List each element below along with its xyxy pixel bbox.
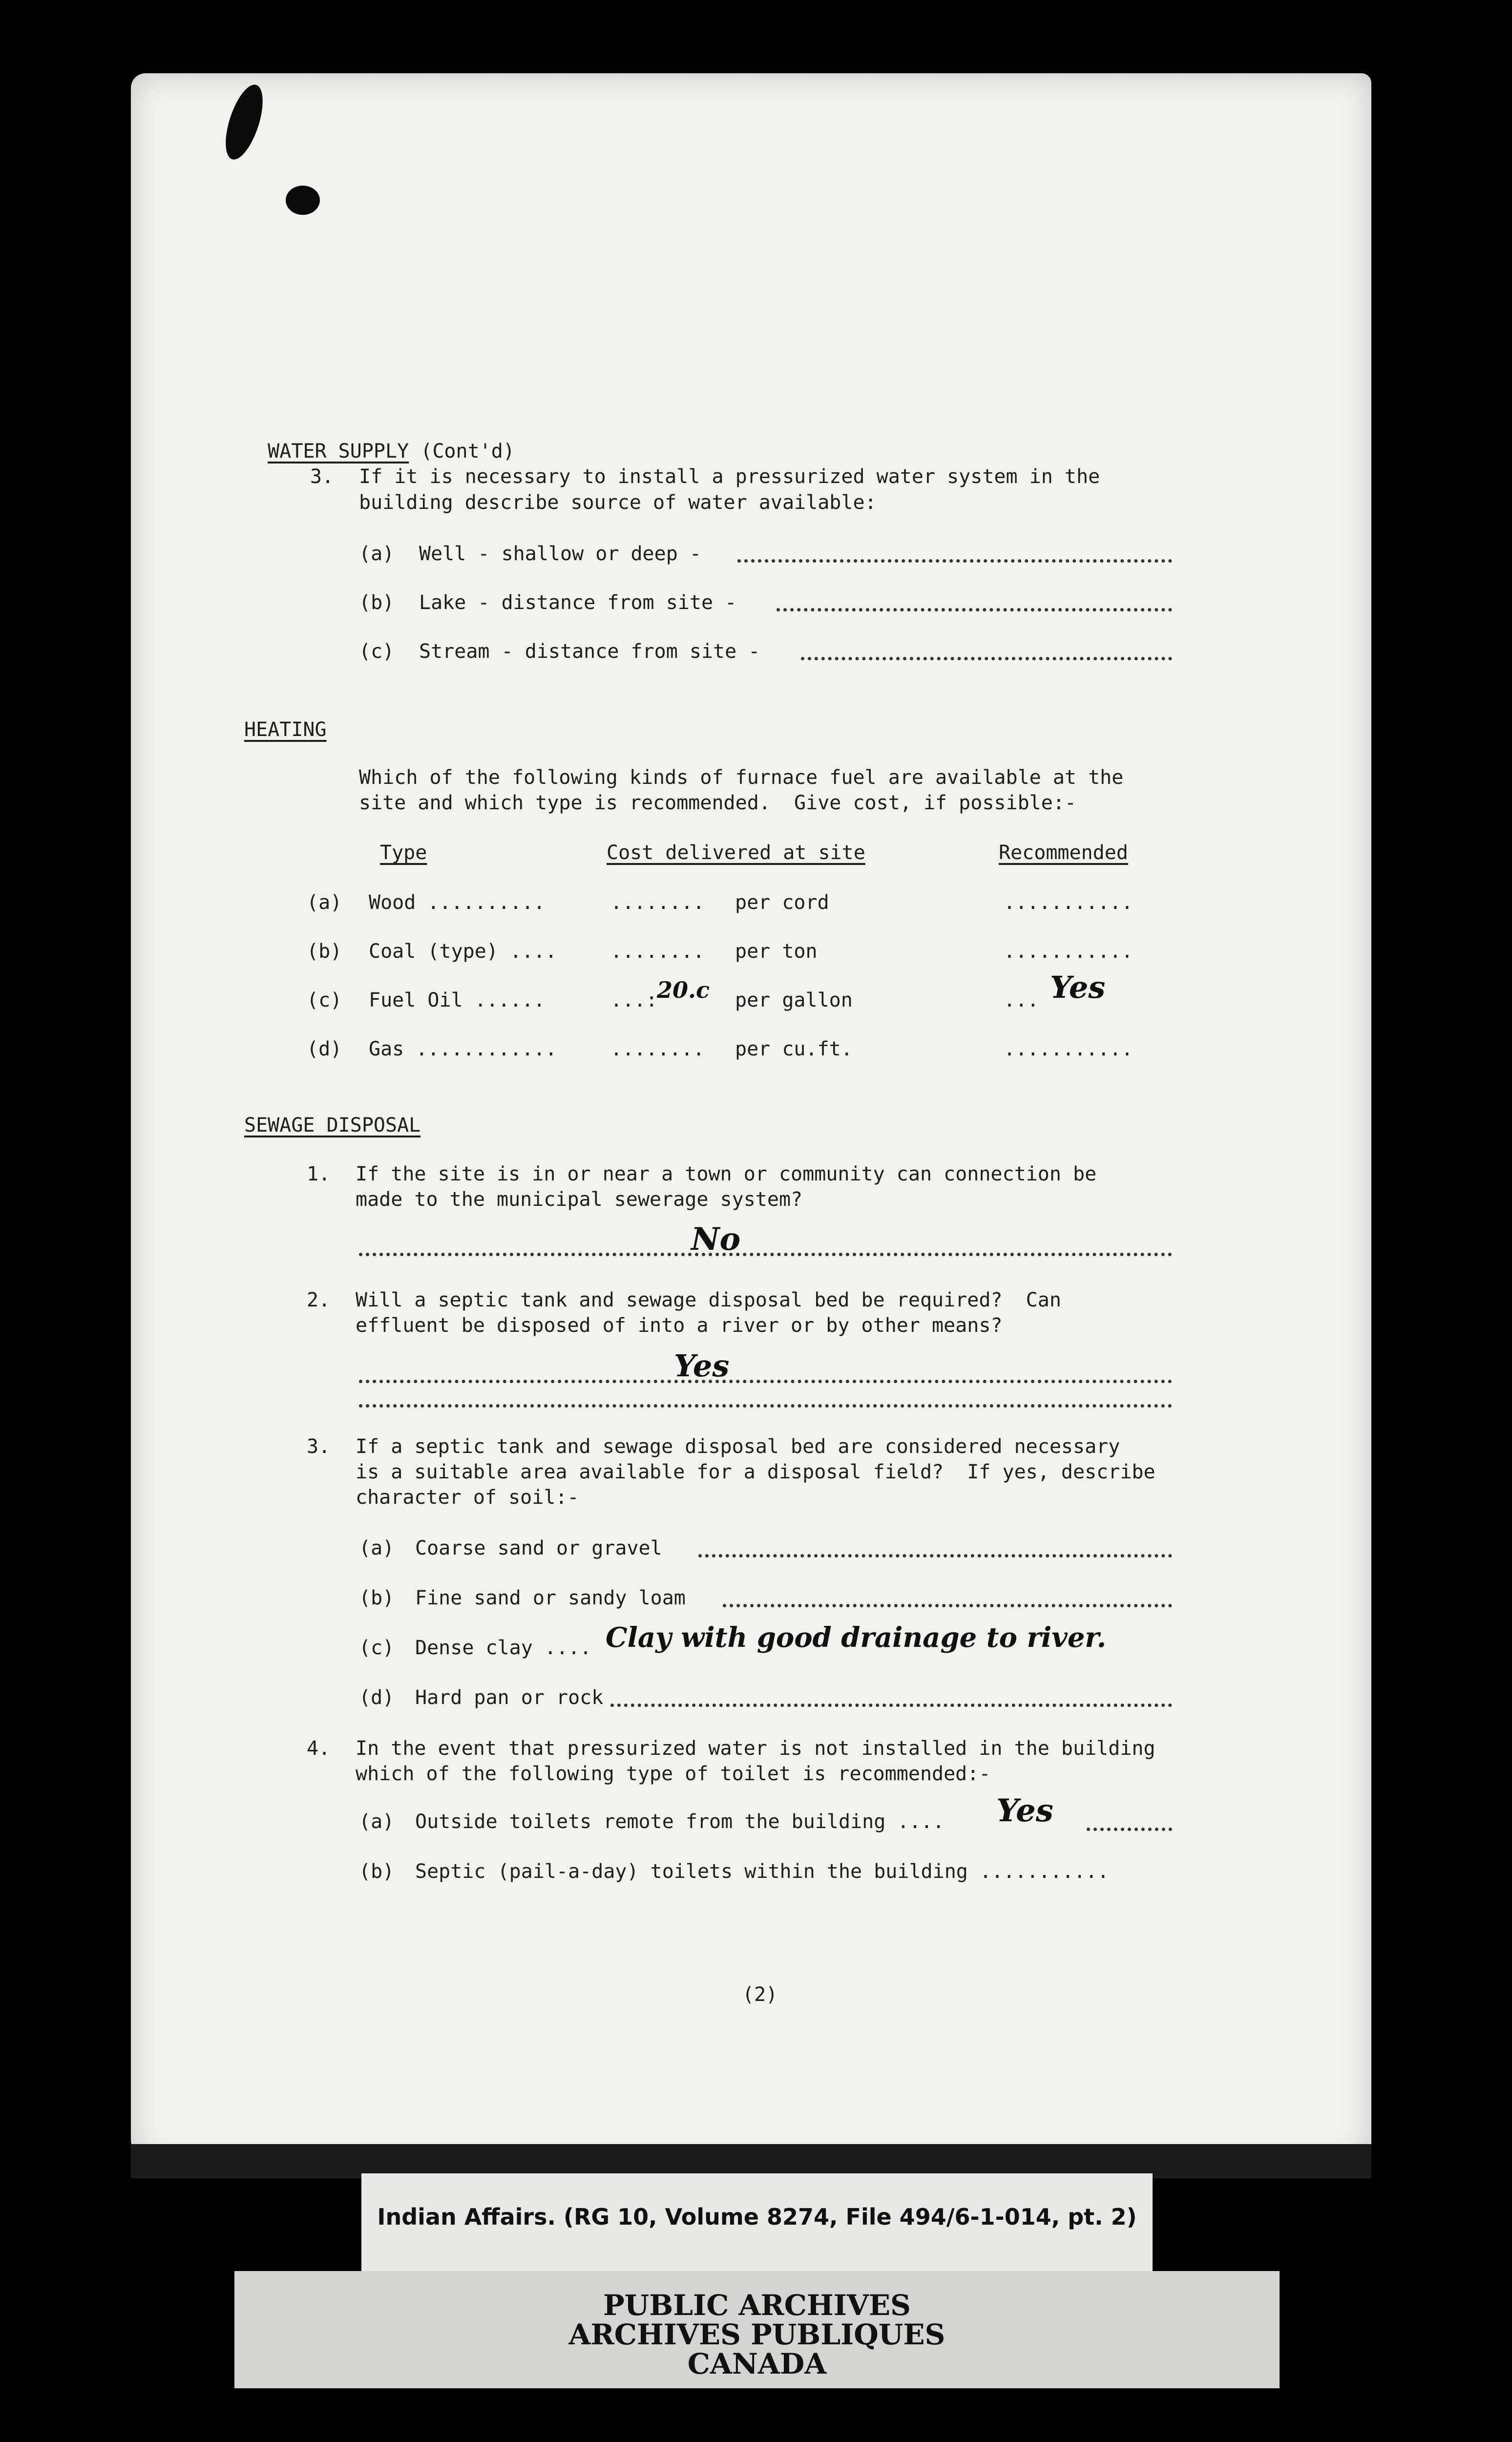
soil-a-dotted-line	[698, 1554, 1172, 1558]
heating-row-recommended: ...........	[1004, 1038, 1133, 1060]
soil-b-dotted-line	[723, 1604, 1172, 1607]
sewage-q3-line1: If a septic tank and sewage disposal bed are considered necessary	[356, 1435, 1120, 1458]
heating-row-letter: (b)	[307, 940, 342, 963]
soil-item-letter: (c)	[359, 1637, 395, 1659]
soil-item-letter: (d)	[359, 1686, 395, 1709]
ink-smudge	[286, 186, 320, 215]
water-b-text: Lake - distance from site -	[419, 591, 737, 614]
heating-row-cost: ...:	[610, 989, 658, 1011]
heating-row-unit: per cu.ft.	[735, 1038, 853, 1060]
heating-col-recommended: Recommended	[999, 842, 1128, 864]
heating-row-type: Fuel Oil ......	[369, 989, 546, 1011]
heating-row-cost: ........	[610, 1038, 705, 1060]
heating-row-cost: ........	[610, 940, 705, 963]
heating-row-unit: per ton	[735, 940, 818, 963]
heating-row-recommended: ...	[1004, 989, 1039, 1011]
heating-row-type: Coal (type) ....	[369, 940, 557, 963]
heating-row-letter: (d)	[307, 1038, 342, 1060]
heating-col-cost: Cost delivered at site	[607, 842, 865, 864]
handwritten-q1-answer: No	[691, 1221, 741, 1258]
stamp-line-1: PUBLIC ARCHIVES	[603, 2289, 911, 2322]
heating-row-recommended: ...........	[1004, 940, 1133, 963]
sewage-q3-line3: character of soil:-	[356, 1486, 579, 1509]
sewage-q1-number: 1.	[307, 1163, 331, 1185]
page-number: (2)	[742, 1983, 778, 2006]
heating-intro-line1: Which of the following kinds of furnace fuel are available at the	[359, 766, 1124, 789]
water-supply-heading-row	[244, 416, 515, 463]
soil-item-text: Hard pan or rock	[415, 1686, 604, 1709]
heating-row-type: Wood ..........	[369, 891, 546, 914]
handwritten-fuel-oil-recommended: Yes	[1050, 969, 1106, 1005]
water-a-text: Well - shallow or deep -	[419, 543, 701, 565]
sewage-q4-line1: In the event that pressurized water is not installed in the building	[356, 1737, 1155, 1760]
water-c-letter: (c)	[359, 640, 395, 663]
sewage-q2-dotted-line-2	[359, 1404, 1172, 1408]
water-q3-number: 3.	[310, 465, 334, 488]
sewage-q3-number: 3.	[307, 1435, 331, 1458]
water-q3-line2: building describe source of water available:	[359, 491, 877, 514]
stamp-line-2: ARCHIVES PUBLIQUES	[568, 2318, 945, 2351]
heating-row-letter: (c)	[307, 989, 342, 1011]
archive-reference-label	[361, 2173, 1153, 2271]
toilet-a-text: Outside toilets remote from the building ....	[415, 1810, 945, 1833]
soil-d-dotted-line	[610, 1704, 1172, 1707]
stamp-line-3: CANADA	[687, 2347, 827, 2380]
toilet-a-dotted-line	[1087, 1828, 1172, 1831]
public-archives-stamp	[234, 2271, 1280, 2388]
soil-item-text: Fine sand or sandy loam	[415, 1587, 686, 1609]
handwritten-soil-description: Clay with good drainage to river.	[606, 1621, 1107, 1654]
sewage-q3-line2: is a suitable area available for a disposal field? If yes, describe	[356, 1461, 1155, 1483]
soil-item-letter: (a)	[359, 1537, 395, 1559]
water-a-dotted-line	[737, 559, 1172, 563]
sewage-q2-line2: effluent be disposed of into a river or by other means?	[356, 1314, 1003, 1337]
sewage-q1-line1: If the site is in or near a town or community can connection be	[356, 1163, 1097, 1185]
heating-heading: HEATING	[244, 718, 327, 741]
archive-reference-text: Indian Affairs. (RG 10, Volume 8274, File 494/6-1-014, pt. 2)	[377, 2204, 1137, 2230]
sewage-q2-dotted-line-1	[359, 1380, 1172, 1383]
water-a-letter: (a)	[359, 543, 395, 565]
sewage-q4-number: 4.	[307, 1737, 331, 1760]
toilet-b-letter: (b)	[359, 1860, 395, 1883]
heating-intro-line2: site and which type is recommended. Give cost, if possible:-	[359, 792, 1077, 814]
heating-row-unit: per cord	[735, 891, 829, 914]
heating-row-unit: per gallon	[735, 989, 853, 1011]
water-b-letter: (b)	[359, 591, 395, 614]
toilet-b-text: Septic (pail-a-day) toilets within the building ...........	[415, 1860, 1109, 1883]
heating-row-letter: (a)	[307, 891, 342, 914]
sewage-q2-line1: Will a septic tank and sewage disposal bed be required? Can	[356, 1289, 1061, 1311]
soil-item-text: Coarse sand or gravel	[415, 1537, 662, 1559]
water-c-text: Stream - distance from site -	[419, 640, 760, 663]
sewage-q4-line2: which of the following type of toilet is recommended:-	[356, 1763, 991, 1785]
sewage-q1-line2: made to the municipal sewerage system?	[356, 1188, 803, 1211]
toilet-a-letter: (a)	[359, 1810, 395, 1833]
water-c-dotted-line	[801, 657, 1172, 660]
heating-row-type: Gas ............	[369, 1038, 557, 1060]
water-supply-heading-suffix: (Cont'd)	[409, 440, 515, 463]
heating-row-recommended: ...........	[1004, 891, 1133, 914]
water-b-dotted-line	[777, 608, 1172, 611]
heating-row-cost: ........	[610, 891, 705, 914]
heating-col-type: Type	[380, 842, 427, 864]
sewage-heading: SEWAGE DISPOSAL	[244, 1114, 421, 1137]
sewage-q2-number: 2.	[307, 1289, 331, 1311]
soil-item-text: Dense clay ....	[415, 1637, 592, 1659]
soil-item-letter: (b)	[359, 1587, 395, 1609]
water-supply-heading: WATER SUPPLY	[268, 440, 409, 463]
handwritten-q2-answer: Yes	[674, 1348, 730, 1384]
water-q3-line1: If it is necessary to install a pressurized water system in the	[359, 465, 1100, 488]
handwritten-toilet-a-answer: Yes	[996, 1792, 1053, 1829]
handwritten-fuel-oil-cost: 20.c	[657, 977, 710, 1003]
sewage-q1-dotted-line	[359, 1253, 1172, 1256]
